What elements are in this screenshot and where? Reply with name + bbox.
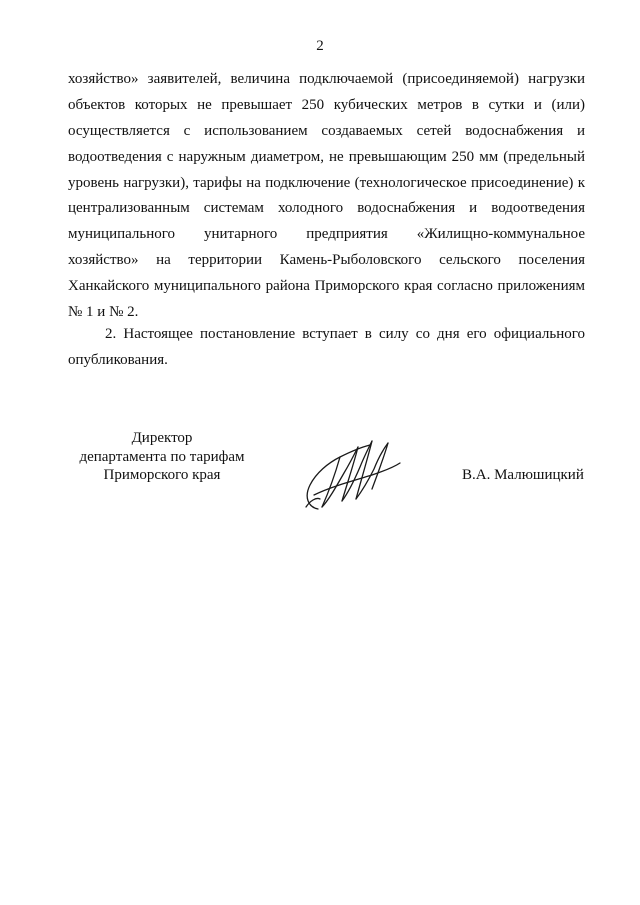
text-line: № 1 и № 2. <box>68 304 139 321</box>
text-line: водоотведения с наружным диаметром, не превышающим 250 мм (предельный <box>68 148 585 165</box>
paragraph-2 <box>68 322 585 374</box>
signer-name: В.А. Малюшицкий <box>462 467 584 483</box>
text-line: муниципального унитарного предприятия «Жилищно-коммунальное <box>68 226 585 243</box>
text-line: опубликования. <box>68 351 168 368</box>
text-line: уровень нагрузки), тарифы на подключение (технологическое присоединение) к <box>68 174 585 191</box>
signer-title-line: департамента по тарифам <box>79 448 245 465</box>
signer-title-line: Приморского края <box>103 467 221 483</box>
text-line: 2. Настоящее постановление вступает в силу со дня его официального <box>105 326 585 342</box>
text-line: Ханкайского муниципального района Приморского края согласно приложениям <box>68 278 585 295</box>
paragraph-1 <box>68 67 585 326</box>
text-line: централизованным системам холодного водоснабжения и водоотведения <box>68 200 585 217</box>
handwritten-signature <box>296 437 406 512</box>
text-line: хозяйство» заявителей, величина подключаемой (присоединяемой) нагрузки <box>68 71 585 87</box>
signer-title <box>64 429 260 485</box>
text-line: объектов которых не превышает 250 кубических метров в сутки и (или) <box>68 96 585 113</box>
text-line: осуществляется с использованием создаваемых сетей водоснабжения и <box>68 122 585 139</box>
text-line: хозяйство» на территории Камень-Рыболовского сельского поселения <box>68 252 585 269</box>
signer-title-line: Директор <box>131 430 193 446</box>
page-number: 2 <box>316 38 324 54</box>
